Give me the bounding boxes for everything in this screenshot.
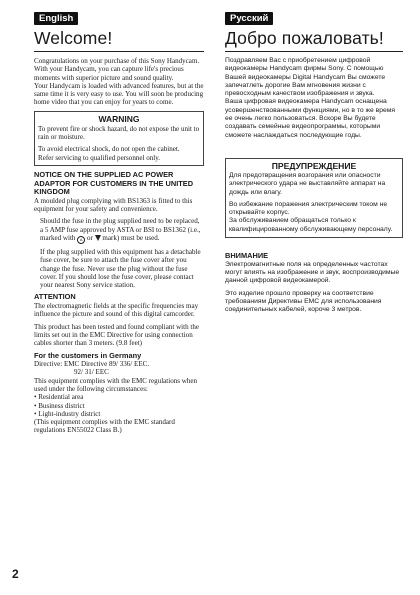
attention-text-russian-2: Это изделие прошло проверку на соответствие требованиям Директивы EMC для использования соединительных кабелей, короче 3 метров. [225,289,382,314]
warning-title: WARNING [98,113,140,124]
warning-title-russian: ПРЕДУПРЕЖДЕНИЕ [271,160,357,171]
intro-paragraph-russian-2: Ваша цифровая видеокамера Handycam оснащена усовершенствованными функциями, но в то же время ее очень легко пользоваться. Вскоре Вы будете создавать семейные видеопрограммы, которыми сможете наслаждаться последующие годы. [225,98,395,139]
list-item: • Business district [34,401,85,410]
warning-text: To prevent fire or shock hazard, do not expose the unit to rain or moisture. [38,124,200,142]
page-title-russian: Добро пожаловать! [225,28,384,48]
bsi-kitemark-icon [95,235,101,241]
warning-text-russian-2: Во избежание поражения электрическим током не открывайте корпус. [229,200,388,217]
warning-box-english [34,111,204,166]
list-item: • Light-industry district [34,409,101,418]
warning-text-2: To avoid electrical shock, do not open the cabinet. [38,145,180,154]
attention-text-2: This product has been tested and found compliant with the limits set out in the EMC Directive for using connection cables shorter than 3 meters. (9.8 feet) [34,322,199,348]
asta-mark-icon: A [77,236,85,244]
page-title-english: Welcome! [34,28,113,48]
directive-line-2: 92/ 31/ EEC [74,368,109,377]
warning-text-russian: Для предотвращения возгорания или опасности электрического удара не выставляйте аппарат на дождь или влагу. [229,171,386,196]
attention-heading-russian: ВНИМАНИЕ [225,251,269,261]
intro-paragraph-russian: Поздравляем Вас с приобретением цифровой видеокамеры Handycam фирмы Sony. С помощью Вашей видеокамеры Digital Handycam Вы сможете запечатлеть дорогие Вам мгновения жизни с превосходным качеством изображения и звука. [225,57,386,98]
list-item: • Residential area [34,393,84,402]
germany-text-2: (This equipment complies with the EMC standard regulations EN55022 Class B.) [34,418,175,435]
page-number: 2 [12,567,19,581]
language-tab-russian: Русский [225,12,273,25]
english-column [34,8,204,435]
warning-text-3: Refer servicing to qualified personnel only. [38,153,161,162]
notice-heading: NOTICE ON THE SUPPLIED AC POWER ADAPTOR FOR CUSTOMERS IN THE UNITED KINGDOM [34,169,194,197]
title-rule [225,51,403,52]
warning-text-russian-3: За обслуживанием обращаться только к квалифицированному обслуживающему персоналу. [229,217,393,233]
russian-column [225,8,403,314]
notice-fuse-text: Should the fuse in the plug supplied need to be replaced, a 5 AMP fuse approved by ASTA or BSI to BS1362 (i.e., marked with A or mark) must be used. [40,217,201,242]
notice-fuse-cover-text: If the plug supplied with this equipment has a detachable fuse cover, be sure to attach the fuse cover after you change the fuse. Never use the plug without the fuse cover. If you should lose the fuse cover, please contact your nearest Sony service station. [40,247,201,290]
attention-heading: ATTENTION [34,292,76,302]
germany-text: This equipment complies with the EMC regulations when used under the following circumstances: [34,376,198,393]
intro-paragraph: Congratulations on your purchase of this Sony Handycam. With your Handycam, you can capture life's precious moments with superior picture and sound quality. [34,57,200,82]
attention-text-russian: Электромагнитные поля на определенных частотах могут влиять на изображение и звук, воспроизводимые данной цифровой видеокамерой. [225,260,400,285]
title-rule [34,51,204,52]
attention-text: The electromagnetic fields at the specific frequencies may influence the picture and sound of this digital camcorder. [34,302,199,319]
language-tab-english: English [34,12,78,25]
germany-heading: For the customers in Germany [34,350,142,360]
directive-line: Directive: EMC Directive 89/ 336/ EEC. [34,360,150,369]
notice-text: A moulded plug complying with BS1363 is fitted to this equipment for your safety and convenience. [34,196,193,214]
intro-paragraph-2: Your Handycam is loaded with advanced features, but at the same time it is very easy to use. You will soon be producing home video that you can enjoy for years to come. [34,81,204,107]
warning-box-russian [225,158,403,238]
